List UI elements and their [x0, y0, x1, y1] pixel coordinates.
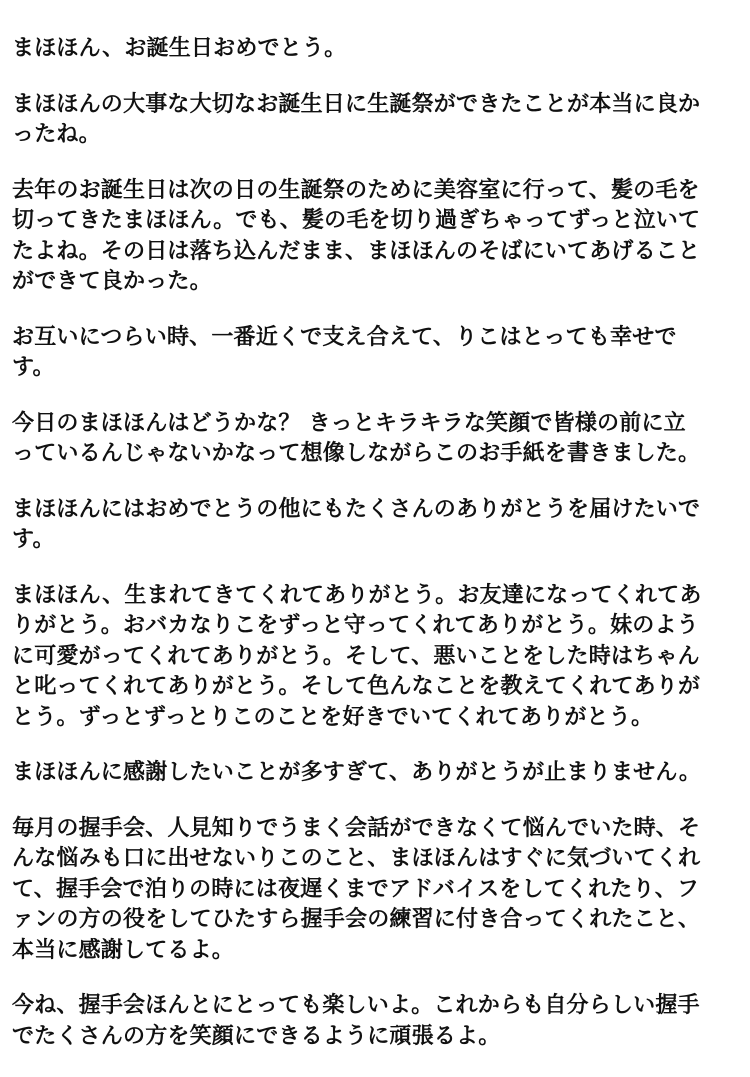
letter-line: まほほんの大事な大切なお誕生日に生誕祭ができたことが本当に良か	[12, 91, 701, 117]
letter-line: 今ね、握手会ほんとにとっても楽しいよ。これからも自分らしい握手	[12, 993, 700, 1018]
letter-line: と叱ってくれてありがとう。そして色んなことを教えてくれてありが	[12, 674, 701, 699]
letter-paragraph	[12, 581, 740, 734]
letter-paragraph	[12, 176, 740, 298]
letter-line: りがとう。おバカなりこをずっと守ってくれてありがとう。妹のよう	[12, 613, 699, 638]
letter-paragraph	[12, 323, 740, 384]
letter-line: 毎月の握手会、人見知りでうまく会話ができなくて悩んでいた時、そ	[12, 815, 701, 841]
letter-line: まほほんに感謝したいことが多すぎて、ありがとうが止まりません。	[12, 760, 702, 785]
letter-paragraph	[12, 991, 740, 1052]
letter-line: に可愛がってくれてありがとう。そして、悪いことをした時はちゃん	[12, 643, 700, 669]
letter-paragraph	[12, 90, 740, 151]
letter-line: ができて良かった。	[12, 269, 212, 294]
letter-line: たよね。その日は落ち込んだまま、まほほんのそばにいてあげること	[12, 238, 701, 264]
letter-line: す。	[12, 355, 55, 380]
letter-paragraph	[12, 758, 740, 789]
letter-line: でたくさんの方を笑顔にできるように頑張るよ。	[12, 1023, 501, 1049]
letter-paragraph	[12, 495, 740, 556]
letter-paragraph	[12, 409, 740, 470]
letter-line: っているんじゃないかなって想像しながらこのお手紙を書きました。	[12, 441, 701, 466]
letter-line: 本当に感謝してるよ。	[12, 937, 235, 963]
letter-line: 去年のお誕生日は次の日の生誕祭のために美容室に行って、髪の毛を	[12, 177, 700, 203]
letter-line: す。	[12, 527, 55, 552]
letter-body	[12, 34, 740, 1077]
letter-line: んな悩みも口に出せないりこのこと、まほほんはすぐに気づいてくれ	[12, 846, 701, 871]
letter-line: て、握手会で泊りの時には夜遅くまでアドバイスをしてくれたり、フ	[12, 876, 700, 902]
letter-paragraph	[12, 814, 740, 967]
letter-line: とう。ずっとずっとりこのことを好きでいてくれてありがとう。	[12, 704, 654, 730]
letter-paragraph	[12, 34, 740, 65]
letter-line: 切ってきたまほほん。でも、髪の毛を切り過ぎちゃってずっと泣いて	[12, 208, 701, 233]
letter-line: まほほんにはおめでとうの他にもたくさんのありがとうを届けたいで	[12, 496, 701, 522]
letter-line: まほほん、お誕生日おめでとう。	[12, 36, 347, 61]
letter-line: 今日のまほほんはどうかな？ きっとキラキラな笑顔で皆様の前に立	[12, 410, 686, 436]
letter-line: ァンの方の役をしてひたすら握手会の練習に付き合ってくれたこと、	[12, 907, 701, 932]
letter-line: ったね。	[12, 122, 101, 147]
letter-line: まほほん、生まれてきてくれてありがとう。お友達になってくれてあ	[12, 582, 702, 608]
letter-line: お互いにつらい時、一番近くで支え合えて、りこはとっても幸せで	[12, 324, 677, 350]
